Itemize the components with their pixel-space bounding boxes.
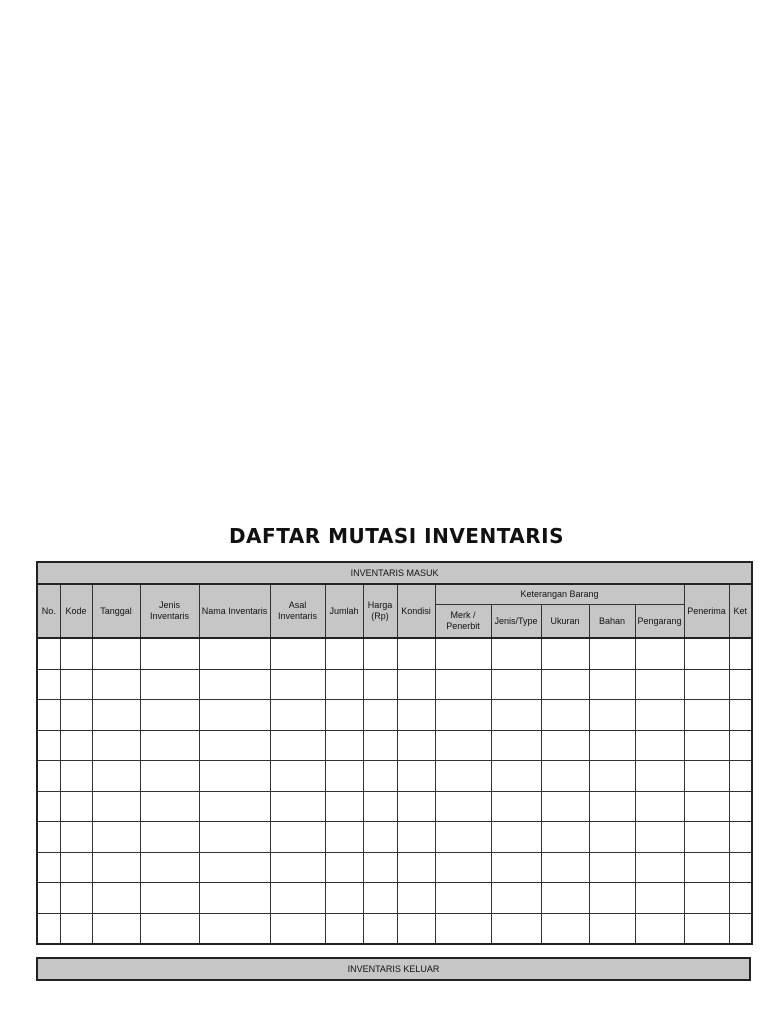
table-cell[interactable] bbox=[635, 913, 684, 944]
table-cell[interactable] bbox=[140, 852, 199, 883]
table-cell[interactable] bbox=[92, 883, 140, 914]
table-cell[interactable] bbox=[435, 791, 491, 822]
table-cell[interactable] bbox=[37, 761, 60, 792]
table-cell[interactable] bbox=[140, 883, 199, 914]
table-cell[interactable] bbox=[363, 822, 397, 853]
table-cell[interactable] bbox=[140, 638, 199, 669]
table-cell[interactable] bbox=[363, 852, 397, 883]
table-cell[interactable] bbox=[589, 669, 635, 700]
table-cell[interactable] bbox=[435, 883, 491, 914]
col-header-no: No. bbox=[37, 584, 60, 638]
table-cell[interactable] bbox=[729, 791, 752, 822]
table-row bbox=[37, 883, 752, 914]
col-header-harga: Harga (Rp) bbox=[363, 584, 397, 638]
table-cell[interactable] bbox=[270, 852, 325, 883]
table-cell[interactable] bbox=[363, 638, 397, 669]
table-cell[interactable] bbox=[60, 638, 92, 669]
table-cell[interactable] bbox=[363, 730, 397, 761]
table-cell[interactable] bbox=[37, 730, 60, 761]
table-cell[interactable] bbox=[684, 730, 729, 761]
table-cell[interactable] bbox=[199, 791, 270, 822]
table-cell[interactable] bbox=[397, 822, 435, 853]
table-cell[interactable] bbox=[729, 852, 752, 883]
table-cell[interactable] bbox=[270, 913, 325, 944]
table-row bbox=[37, 669, 752, 700]
table-cell[interactable] bbox=[325, 913, 363, 944]
table-cell[interactable] bbox=[270, 700, 325, 731]
table-cell[interactable] bbox=[729, 730, 752, 761]
table-cell[interactable] bbox=[199, 669, 270, 700]
table-cell[interactable] bbox=[435, 638, 491, 669]
table-cell[interactable] bbox=[729, 700, 752, 731]
table-cell[interactable] bbox=[92, 913, 140, 944]
table-cell[interactable] bbox=[325, 852, 363, 883]
table-cell[interactable] bbox=[270, 883, 325, 914]
table-cell[interactable] bbox=[541, 700, 589, 731]
table-cell[interactable] bbox=[199, 852, 270, 883]
table-cell[interactable] bbox=[635, 761, 684, 792]
table-cell[interactable] bbox=[199, 913, 270, 944]
table-cell[interactable] bbox=[60, 822, 92, 853]
table-row bbox=[37, 913, 752, 944]
table-cell[interactable] bbox=[397, 852, 435, 883]
table-cell[interactable] bbox=[92, 700, 140, 731]
table-cell[interactable] bbox=[199, 730, 270, 761]
table-cell[interactable] bbox=[491, 822, 541, 853]
table-cell[interactable] bbox=[199, 822, 270, 853]
table-row bbox=[37, 822, 752, 853]
col-header-tanggal: Tanggal bbox=[92, 584, 140, 638]
table-row bbox=[37, 638, 752, 669]
col-header-jenis-type: Jenis/Type bbox=[491, 605, 541, 639]
table-cell[interactable] bbox=[140, 669, 199, 700]
table-cell[interactable] bbox=[325, 883, 363, 914]
table-cell[interactable] bbox=[589, 700, 635, 731]
table-cell[interactable] bbox=[589, 761, 635, 792]
table-cell[interactable] bbox=[729, 913, 752, 944]
table-row bbox=[37, 852, 752, 883]
table-cell[interactable] bbox=[397, 883, 435, 914]
table-cell[interactable] bbox=[199, 700, 270, 731]
table-cell[interactable] bbox=[325, 669, 363, 700]
table-cell[interactable] bbox=[541, 761, 589, 792]
table-cell[interactable] bbox=[541, 913, 589, 944]
table-cell[interactable] bbox=[140, 913, 199, 944]
table-cell[interactable] bbox=[270, 791, 325, 822]
col-header-ukuran: Ukuran bbox=[541, 605, 589, 639]
table-cell[interactable] bbox=[435, 852, 491, 883]
table-cell[interactable] bbox=[729, 638, 752, 669]
table-cell[interactable] bbox=[684, 700, 729, 731]
table-cell[interactable] bbox=[491, 791, 541, 822]
table-cell[interactable] bbox=[684, 791, 729, 822]
table-cell[interactable] bbox=[397, 730, 435, 761]
table-cell[interactable] bbox=[684, 822, 729, 853]
table-cell[interactable] bbox=[325, 638, 363, 669]
table-cell[interactable] bbox=[635, 730, 684, 761]
table-cell[interactable] bbox=[37, 700, 60, 731]
table-cell[interactable] bbox=[60, 913, 92, 944]
table-cell[interactable] bbox=[541, 730, 589, 761]
table-cell[interactable] bbox=[37, 822, 60, 853]
table-cell[interactable] bbox=[92, 822, 140, 853]
table-cell[interactable] bbox=[363, 669, 397, 700]
col-header-pengarang: Pengarang bbox=[635, 605, 684, 639]
table-cell[interactable] bbox=[140, 822, 199, 853]
table-cell[interactable] bbox=[635, 638, 684, 669]
table-cell[interactable] bbox=[140, 761, 199, 792]
table-cell[interactable] bbox=[325, 761, 363, 792]
table-cell[interactable] bbox=[37, 852, 60, 883]
table-cell[interactable] bbox=[92, 730, 140, 761]
table-cell[interactable] bbox=[729, 761, 752, 792]
table-cell[interactable] bbox=[684, 913, 729, 944]
col-header-jenis-inventaris: Jenis Inventaris bbox=[140, 584, 199, 638]
table-cell[interactable] bbox=[60, 669, 92, 700]
inventaris-masuk-table bbox=[36, 561, 753, 945]
table-cell[interactable] bbox=[363, 761, 397, 792]
table-cell[interactable] bbox=[435, 913, 491, 944]
table-cell[interactable] bbox=[325, 791, 363, 822]
table-row bbox=[37, 700, 752, 731]
table-cell[interactable] bbox=[270, 730, 325, 761]
table-cell[interactable] bbox=[589, 822, 635, 853]
table-cell[interactable] bbox=[363, 883, 397, 914]
table-cell[interactable] bbox=[435, 669, 491, 700]
table-cell[interactable] bbox=[729, 883, 752, 914]
table-cell[interactable] bbox=[60, 700, 92, 731]
table-cell[interactable] bbox=[397, 791, 435, 822]
table-cell[interactable] bbox=[397, 669, 435, 700]
table-cell[interactable] bbox=[684, 883, 729, 914]
inventaris-masuk-rows bbox=[37, 638, 752, 944]
table-cell[interactable] bbox=[684, 669, 729, 700]
table-cell[interactable] bbox=[60, 730, 92, 761]
table-cell[interactable] bbox=[325, 730, 363, 761]
table-cell[interactable] bbox=[140, 730, 199, 761]
table-cell[interactable] bbox=[491, 700, 541, 731]
table-cell[interactable] bbox=[541, 883, 589, 914]
table-cell[interactable] bbox=[92, 852, 140, 883]
table-cell[interactable] bbox=[435, 730, 491, 761]
table-cell[interactable] bbox=[270, 761, 325, 792]
col-header-nama-inventaris: Nama Inventaris bbox=[199, 584, 270, 638]
table-row bbox=[37, 791, 752, 822]
table-cell[interactable] bbox=[397, 638, 435, 669]
table-cell[interactable] bbox=[397, 700, 435, 731]
table-cell[interactable] bbox=[199, 638, 270, 669]
table-cell[interactable] bbox=[589, 913, 635, 944]
table-cell[interactable] bbox=[491, 852, 541, 883]
table-cell[interactable] bbox=[199, 761, 270, 792]
table-cell[interactable] bbox=[140, 791, 199, 822]
table-cell[interactable] bbox=[541, 669, 589, 700]
table-cell[interactable] bbox=[60, 761, 92, 792]
table-cell[interactable] bbox=[37, 638, 60, 669]
table-cell[interactable] bbox=[491, 730, 541, 761]
table-cell[interactable] bbox=[435, 700, 491, 731]
col-header-kode: Kode bbox=[60, 584, 92, 638]
table-cell[interactable] bbox=[541, 638, 589, 669]
table-cell[interactable] bbox=[325, 822, 363, 853]
table-cell[interactable] bbox=[635, 669, 684, 700]
table-cell[interactable] bbox=[684, 638, 729, 669]
col-header-bahan: Bahan bbox=[589, 605, 635, 639]
table-row bbox=[37, 761, 752, 792]
table-cell[interactable] bbox=[60, 883, 92, 914]
table-cell[interactable] bbox=[589, 852, 635, 883]
table-cell[interactable] bbox=[37, 669, 60, 700]
table-cell[interactable] bbox=[491, 669, 541, 700]
table-cell[interactable] bbox=[729, 669, 752, 700]
col-header-jumlah: Jumlah bbox=[325, 584, 363, 638]
table-cell[interactable] bbox=[729, 822, 752, 853]
table-cell[interactable] bbox=[270, 669, 325, 700]
table-cell[interactable] bbox=[60, 791, 92, 822]
table-cell[interactable] bbox=[589, 883, 635, 914]
col-header-ket: Ket bbox=[729, 584, 752, 638]
table-cell[interactable] bbox=[635, 883, 684, 914]
table-cell[interactable] bbox=[541, 791, 589, 822]
table-cell[interactable] bbox=[270, 638, 325, 669]
table-cell[interactable] bbox=[589, 730, 635, 761]
col-header-asal-inventaris: Asal Inventaris bbox=[270, 584, 325, 638]
table-cell[interactable] bbox=[541, 822, 589, 853]
table-cell[interactable] bbox=[635, 700, 684, 731]
table-cell[interactable] bbox=[491, 913, 541, 944]
table-cell[interactable] bbox=[37, 791, 60, 822]
table-cell[interactable] bbox=[92, 791, 140, 822]
table-cell[interactable] bbox=[541, 852, 589, 883]
table-cell[interactable] bbox=[363, 791, 397, 822]
table-cell[interactable] bbox=[435, 822, 491, 853]
table-cell[interactable] bbox=[92, 761, 140, 792]
col-header-keterangan-barang: Keterangan Barang bbox=[435, 584, 684, 605]
table-cell[interactable] bbox=[270, 822, 325, 853]
document-title: DAFTAR MUTASI INVENTARIS bbox=[228, 524, 565, 548]
table-cell[interactable] bbox=[635, 791, 684, 822]
table-cell[interactable] bbox=[589, 638, 635, 669]
table-cell[interactable] bbox=[491, 638, 541, 669]
table-cell[interactable] bbox=[397, 913, 435, 944]
col-header-kondisi: Kondisi bbox=[397, 584, 435, 638]
table-cell[interactable] bbox=[92, 669, 140, 700]
table-cell[interactable] bbox=[435, 761, 491, 792]
table-cell[interactable] bbox=[140, 700, 199, 731]
table-cell[interactable] bbox=[635, 822, 684, 853]
col-header-penerima: Penerima bbox=[684, 584, 729, 638]
inventaris-masuk-header: INVENTARIS MASUK bbox=[37, 562, 752, 584]
table-cell[interactable] bbox=[60, 852, 92, 883]
col-header-merk-penerbit: Merk / Penerbit bbox=[435, 605, 491, 639]
table-cell[interactable] bbox=[635, 852, 684, 883]
table-cell[interactable] bbox=[491, 883, 541, 914]
table-cell[interactable] bbox=[37, 883, 60, 914]
table-cell[interactable] bbox=[491, 761, 541, 792]
table-cell[interactable] bbox=[363, 700, 397, 731]
table-cell[interactable] bbox=[589, 791, 635, 822]
table-cell[interactable] bbox=[363, 913, 397, 944]
table-cell[interactable] bbox=[37, 913, 60, 944]
table-cell[interactable] bbox=[199, 883, 270, 914]
table-cell[interactable] bbox=[397, 761, 435, 792]
inventaris-keluar-label: INVENTARIS KELUAR bbox=[347, 964, 440, 974]
inventaris-keluar-header bbox=[36, 957, 751, 981]
table-cell[interactable] bbox=[684, 761, 729, 792]
table-row bbox=[37, 730, 752, 761]
table-cell[interactable] bbox=[684, 852, 729, 883]
table-cell[interactable] bbox=[325, 700, 363, 731]
table-cell[interactable] bbox=[92, 638, 140, 669]
